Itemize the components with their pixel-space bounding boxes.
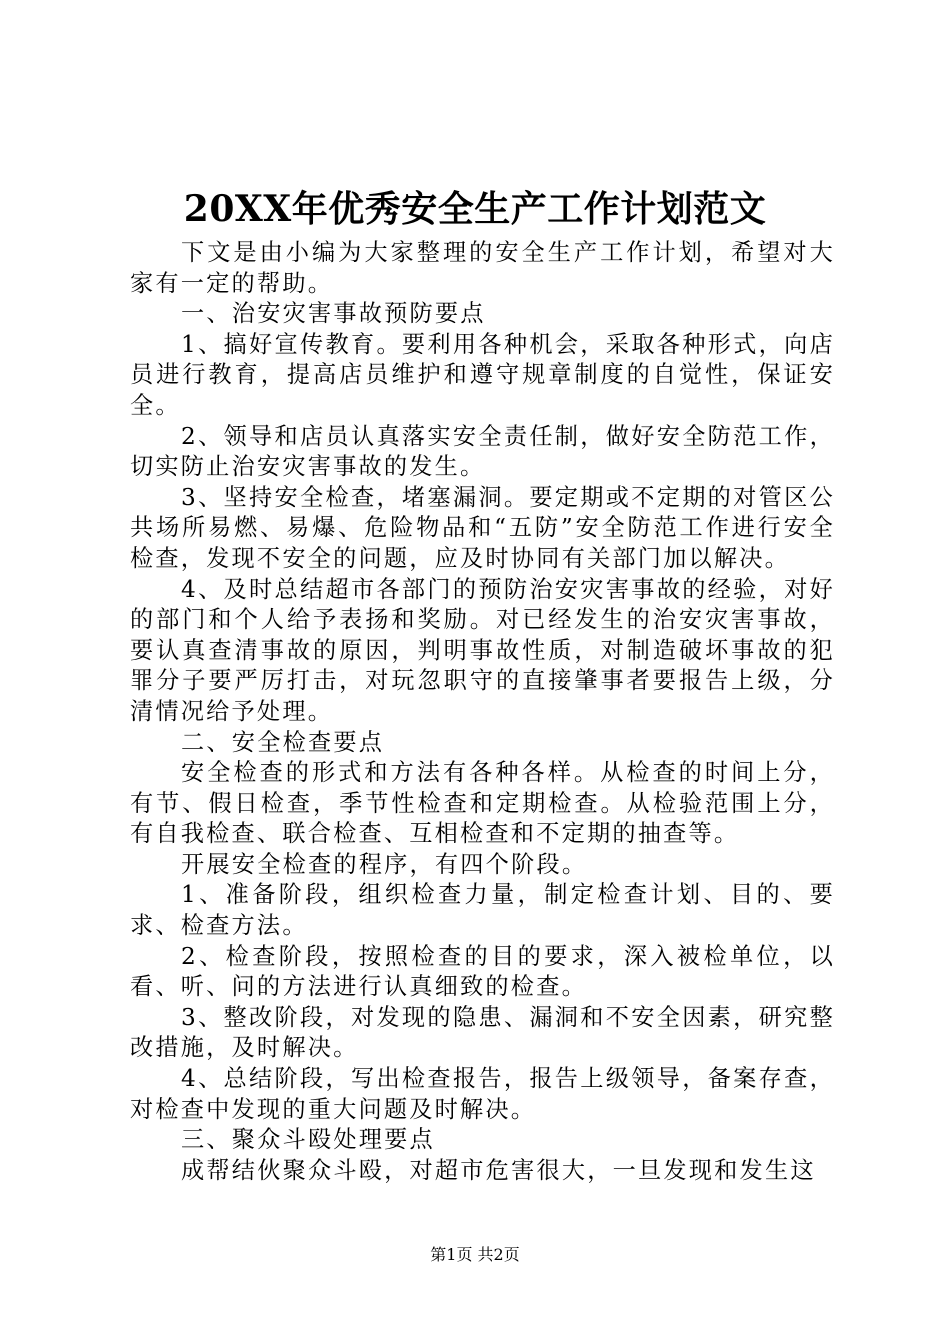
paragraph: 3、整改阶段，对发现的隐患、漏洞和不安全因素，研究整改措施，及时解决。 (130, 1003, 835, 1062)
paragraph: 成帮结伙聚众斗殴，对超市危害很大，一旦发现和发生这 (181, 1156, 816, 1184)
paragraph: 4、总结阶段，写出检查报告，报告上级领导，备案存查，对检查中发现的重大问题及时解决。 (130, 1065, 835, 1123)
paragraph: 4、及时总结超市各部门的预防治安灾害事故的经验，对好的部门和个人给予表扬和奖励。对已经发生的治安灾害事故，要认真查清事故的原因，判明事故性质，对制造破坏事故的犯罪分子要严厉打击，对玩忽职守的直接肇事者要报告上级，分清情况给予处理。 (130, 575, 835, 725)
section-heading-1: 一、治安灾害事故预防要点 (181, 300, 486, 328)
page-footer (0, 1245, 950, 1265)
document-body (130, 238, 835, 1186)
paragraph: 2、检查阶段，按照检查的目的要求，深入被检单位，以看、听、问的方法进行认真细致的检查。 (130, 942, 835, 1001)
section-heading-3: 三、聚众斗殴处理要点 (181, 1126, 435, 1154)
paragraph: 1、准备阶段，组织检查力量，制定检查计划、目的、要求、检查方法。 (130, 881, 835, 940)
paragraph-intro: 下文是由小编为大家整理的安全生产工作计划，希望对大家有一定的帮助。 (130, 239, 835, 297)
document-title: 20XX年优秀安全生产工作计划范文 (183, 188, 767, 230)
paragraph: 1、搞好宣传教育。要利用各种机会，采取各种形式，向店员进行教育，提高店员维护和遵守规章制度的自觉性，保证安全。 (130, 330, 835, 419)
section-heading-2: 二、安全检查要点 (181, 728, 385, 756)
paragraph: 安全检查的形式和方法有各种各样。从检查的时间上分，有节、假日检查，季节性检查和定期检查。从检验范围上分，有自我检查、联合检查、互相检查和不定期的抽查等。 (130, 759, 835, 848)
paragraph: 3、坚持安全检查，堵塞漏洞。要定期或不定期的对管区公共场所易燃、易爆、危险物品和“五防”安全防范工作进行安全检查，发现不安全的问题，应及时协同有关部门加以解决。 (130, 483, 835, 572)
page-indicator: 第1页 共2页 (430, 1245, 520, 1264)
paragraph: 开展安全检查的程序，有四个阶段。 (181, 850, 588, 878)
paragraph: 2、领导和店员认真落实安全责任制，做好安全防范工作，切实防止治安灾害事故的发生。 (130, 422, 835, 481)
